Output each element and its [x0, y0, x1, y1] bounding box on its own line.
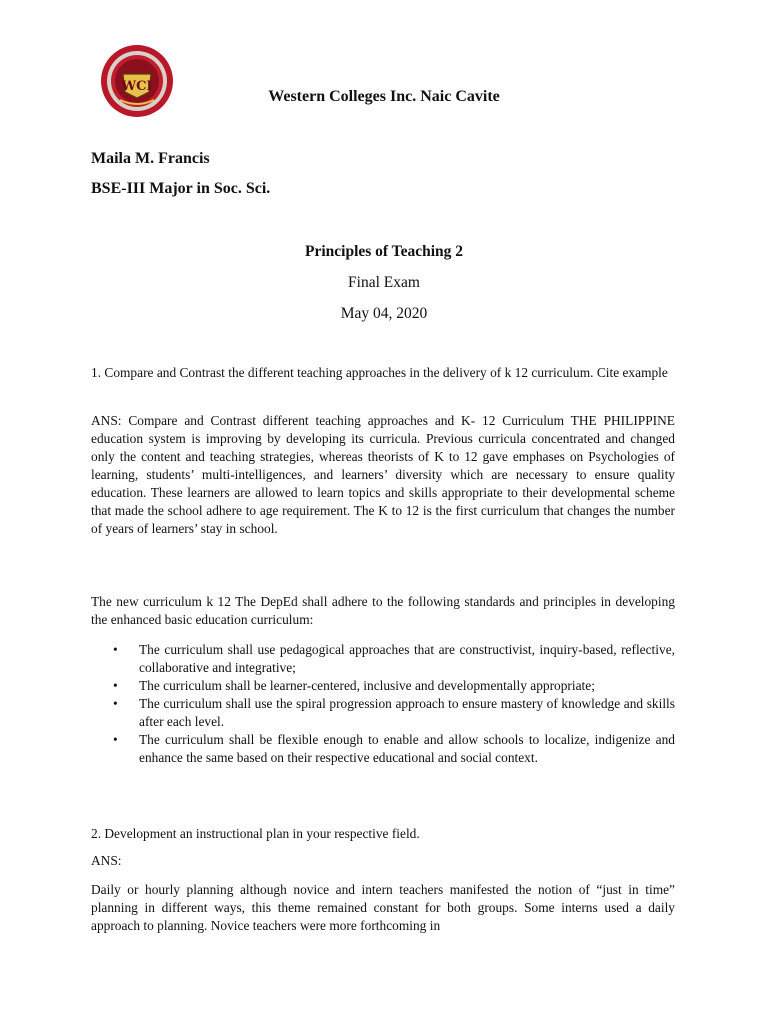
question-2: 2. Development an instructional plan in your respective field.	[91, 826, 420, 841]
bullet-icon: •	[113, 642, 118, 657]
school-name: Western Colleges Inc. Naic Cavite	[268, 88, 500, 105]
list-item: • The curriculum shall use the spiral progression approach to ensure mastery of knowledge and skills after each level.	[113, 696, 675, 729]
program: BSE-III Major in Soc. Sci.	[91, 180, 271, 197]
principles-list	[91, 641, 675, 767]
list-item: • The curriculum shall use pedagogical approaches that are constructivist, inquiry-based, reflective, collaborative and integrative;	[113, 642, 675, 675]
question-1: 1. Compare and Contrast the different teaching approaches in the delivery of k 12 curriculum. Cite example	[91, 365, 668, 380]
exam-date: May 04, 2020	[340, 305, 428, 322]
bullet-icon: •	[113, 732, 118, 747]
svg-text:WCI: WCI	[121, 79, 153, 94]
list-item: • The curriculum shall be learner-centered, inclusive and developmentally appropriate;	[113, 678, 595, 693]
answer-1: ANS: Compare and Contrast different teaching approaches and K- 12 Curriculum THE PHILIPPINE education system is improving by developing its curricula. Previous curricula concentrated and changed only the content and teaching strategies, whereas theorists of K to 12 gave emphases on Psychologies of learning, students’ multi-intelligences, and learners’ diversity which are necessary to ensure quality education. These learners are allowed to learn topics and skills appropriate to their developmental scheme that made the school adhere to age requirement. The K to 12 is the first curriculum that changes the number of years of learners’ stay in school.	[91, 413, 675, 536]
school-seal-logo	[100, 44, 174, 118]
subject-title: Principles of Teaching 2	[304, 243, 464, 260]
answer-2-label: ANS:	[91, 853, 122, 868]
student-name: Maila M. Francis	[91, 150, 210, 167]
curriculum-intro: The new curriculum k 12 The DepEd shall adhere to the following standards and principles in developing the enhanced basic education curriculum:	[91, 594, 675, 627]
exam-type: Final Exam	[348, 274, 420, 291]
answer-2: Daily or hourly planning although novice and intern teachers manifested the notion of “just in time” planning in different ways, this theme remained constant for both groups. Some interns used a daily approach to planning. Novice teachers were more forthcoming in	[91, 882, 675, 933]
bullet-icon: •	[113, 696, 118, 711]
list-item: • The curriculum shall be flexible enough to enable and allow schools to localize, indigenize and enhance the same based on their respective educational and social context.	[113, 732, 675, 765]
bullet-icon: •	[113, 678, 118, 693]
